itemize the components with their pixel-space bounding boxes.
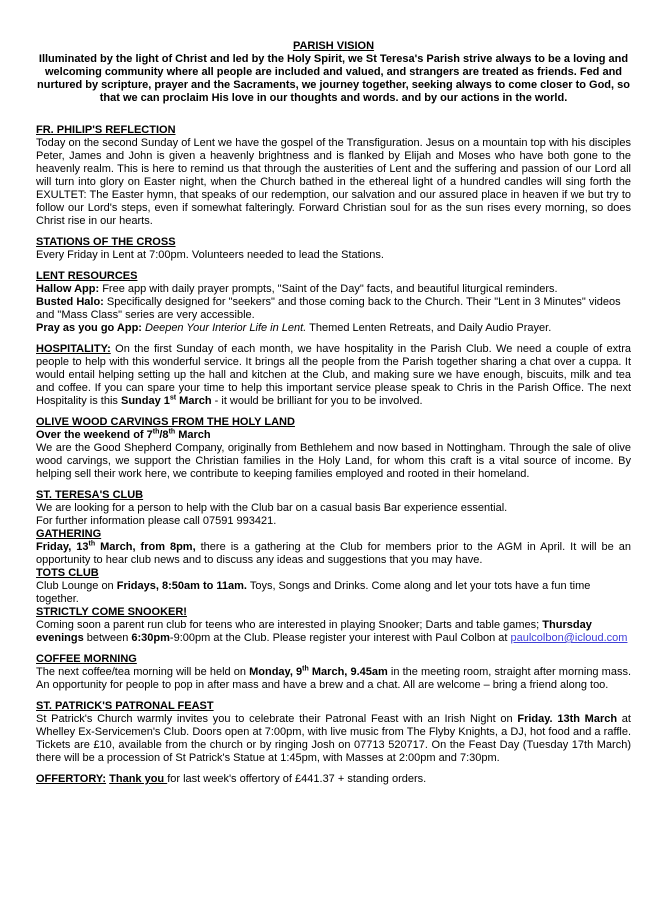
text-run: Today on the second Sunday of Lent we have the gospel of the Transfiguration. Jesus on a mountain top with his disciples Peter, James and John is given a heavenly brightness and is flanked by Elijah and Moses who have both gone to the heavenly realm. This is here to remind us that through the austerities of Lent and the suffering and passion of our Lord all will turn into glory on Easter night, when the Church bathed in the ethereal light of a hundred candles will sing forth the EXULTET: The Easter hymn, that speaks of our redemption, our salvation and our assured place in heaven if we but try to follow our Lord's steps, even if somewhat falteringly. Forward Christian soul for as the sun rises every morning, so does Christ rise in our hearts.	[36, 137, 631, 227]
text-run: Free app with daily prayer prompts, "Saint of the Day" facts, and beautiful liturgical reminders.	[99, 283, 558, 295]
lent-resources-busted-halo	[36, 296, 631, 322]
strictly-come-snooker-text	[36, 619, 631, 645]
text-run: COFFEE MORNING	[36, 653, 137, 665]
text-run: Specifically designed for "seekers" and those coming back to the Church. Their "Lent in 3 Minutes" videos and "Mass Class" series are very accessible.	[36, 296, 621, 321]
heading-olive-wood-carvings	[36, 416, 631, 429]
text-run: Every Friday in Lent at 7:00pm. Volunteers needed to lead the Stations.	[36, 249, 384, 261]
text-run: - it would be brilliant for you to be involved.	[211, 395, 423, 407]
text-run: OLIVE WOOD CARVINGS FROM THE HOLY LAND	[36, 416, 295, 428]
text-run: Pray as you go App:	[36, 322, 142, 334]
fr-philips-reflection-text	[36, 137, 631, 228]
text-run: ST. PATRICK'S PATRONAL FEAST	[36, 700, 214, 712]
email-link[interactable]: paulcolbon@icloud.com	[510, 632, 628, 644]
heading-stations-of-the-cross	[36, 236, 631, 249]
text-run: PARISH VISION	[292, 40, 375, 52]
text-run: March, from 8pm,	[95, 541, 196, 553]
text-run: Coming soon a parent run club for teens who are interested in playing Snooker; Darts and table games;	[36, 619, 543, 631]
text-run: between	[83, 632, 132, 644]
heading-fr-philips-reflection	[36, 124, 631, 137]
coffee-morning-text	[36, 666, 631, 692]
text-run: th	[88, 540, 96, 548]
text-run: Sunday 1	[120, 395, 170, 407]
heading-st-patricks-patronal-feast	[36, 700, 631, 713]
heading-coffee-morning	[36, 653, 631, 666]
heading-lent-resources	[36, 270, 631, 283]
st-teresas-club-text-1	[36, 502, 631, 515]
text-run: STRICTLY COME SNOOKER!	[36, 606, 187, 618]
text-run: Deepen Your Interior Life in Lent.	[145, 322, 307, 334]
heading-gathering	[36, 528, 631, 541]
heading-strictly-come-snooker	[36, 606, 631, 619]
text-run: st	[169, 394, 177, 402]
text-run: Fridays, 8:50am to 11am.	[116, 580, 247, 592]
text-run: On the first Sunday of each month, we have hospitality in the Parish Club. We need a couple of extra people to help with this wonderful service. It brings all the people from the Parish together sharing a chat over a cuppa. It would entail helping setting up the hall and kitchen at the Club, and making sure we have enough, biscuits, milk and tea and coffee. If you can spare your time to help this important service please speak to Chris in the Parish Office. The next Hospitality is this	[36, 343, 631, 407]
text-run: GATHERING	[36, 528, 102, 540]
parish-vision-title	[36, 40, 631, 53]
text-run: We are looking for a person to help with the Club bar on a casual basis Bar experience essential.	[36, 502, 508, 514]
text-run: Thursday evenings	[36, 619, 592, 644]
text-run: St Patrick's Church warmly invites you to celebrate their Patronal Feast with an Irish Night on	[36, 713, 518, 725]
text-run: HOSPITALITY:	[36, 343, 111, 355]
text-run: th	[302, 665, 309, 673]
heading-tots-club	[36, 567, 631, 580]
gathering-text	[36, 541, 631, 567]
text-run: OFFERTORY:	[36, 773, 107, 785]
text-run: Friday, 13	[36, 541, 89, 553]
text-run: ST. TERESA'S CLUB	[36, 489, 144, 501]
text-run: Toys, Songs and Drinks. Come along and let your tots have a fun time together.	[36, 580, 591, 605]
text-run: th	[168, 428, 176, 436]
text-run: For further information please call 07591 993421.	[36, 515, 277, 527]
text-run: Busted Halo:	[36, 296, 104, 308]
text-run: STATIONS OF THE CROSS	[36, 236, 176, 248]
parish-vision-text	[36, 53, 631, 105]
text-run: th	[152, 428, 160, 436]
text-run: 6:30pm	[131, 632, 170, 644]
stations-of-the-cross-text	[36, 249, 631, 262]
text-run: Club Lounge on	[36, 580, 117, 592]
text-run: Over the weekend of 7	[36, 429, 153, 441]
text-run: We are the Good Shepherd Company, originally from Bethlehem and now based in Nottingham. Through the sale of olive wood carvings, we support the Christian families in the Holy Land, for whom this craft is a vital source of income. By helping sell their work here, we contribute to keeping families employed and rooted in their homeland.	[36, 442, 631, 480]
text-run: The next coffee/tea morning will be held on	[36, 666, 250, 678]
text-run: Illuminated by the light of Christ and led by the Holy Spirit, we St Teresa's Parish strive always to be a loving and welcoming community where all people are included and valued, and strangers are treated as friends. Fed and nurtured by scripture, prayer and the Sacraments, we journey together, seeking always to come closer to God, so that we can proclaim His love in our thoughts and words. and by our actions in the world.	[37, 53, 630, 104]
text-run: Monday, 9	[249, 666, 303, 678]
text-run: Thank you	[109, 773, 168, 785]
text-run: TOTS CLUB	[36, 567, 99, 579]
heading-st-teresas-club	[36, 489, 631, 502]
tots-club-text	[36, 580, 631, 606]
offertory-text	[36, 773, 631, 786]
text-run: in the meeting room, straight after morning mass. An opportunity for people to pop in after mass and have a brew and a chat. All are welcome – bring a friend along too.	[36, 666, 632, 691]
text-run: FR. PHILIP'S REFLECTION	[36, 124, 176, 136]
lent-resources-pray-as-you-go	[36, 322, 631, 335]
text-run: Themed Lenten Retreats, and Daily Audio Prayer.	[306, 322, 552, 334]
text-run: for last week's offertory of £441.37 + standing orders.	[167, 773, 427, 785]
text-run: -9:00pm at the Club. Please register your interest with Paul Colbon at	[169, 632, 511, 644]
olive-wood-carvings-dates	[36, 429, 631, 442]
text-run: LENT RESOURCES	[36, 270, 138, 282]
document-body	[36, 40, 631, 786]
text-run: /8	[159, 429, 169, 441]
st-patricks-patronal-feast-text	[36, 713, 631, 765]
st-teresas-club-text-2	[36, 515, 631, 528]
hospitality-text	[36, 343, 631, 408]
text-run: March	[176, 395, 212, 407]
text-run: at Whelley Ex-Servicemen's Club. Doors open at 7:00pm, with live music from The Flyby Knights, a DJ, hot food and a raffle. Tickets are £10, available from the church or by ringing Josh on 07713 520717. On the Feast Day (Tuesday 17th March) there will be a procession of St Patrick's Statue at 1:45pm, with Masses at 2:00pm and 7:30pm.	[36, 713, 631, 764]
text-run: there is a gathering at the Club for members prior to the AGM in April. It will be an opportunity to hear club news and to discuss any ideas and suggestions that you may have.	[36, 541, 631, 566]
olive-wood-carvings-text	[36, 442, 631, 481]
text-run: March	[175, 429, 211, 441]
text-run: Hallow App:	[36, 283, 100, 295]
lent-resources-hallow	[36, 283, 631, 296]
text-run: March, 9.45am	[308, 666, 388, 678]
text-run: Friday. 13th March	[517, 713, 618, 725]
